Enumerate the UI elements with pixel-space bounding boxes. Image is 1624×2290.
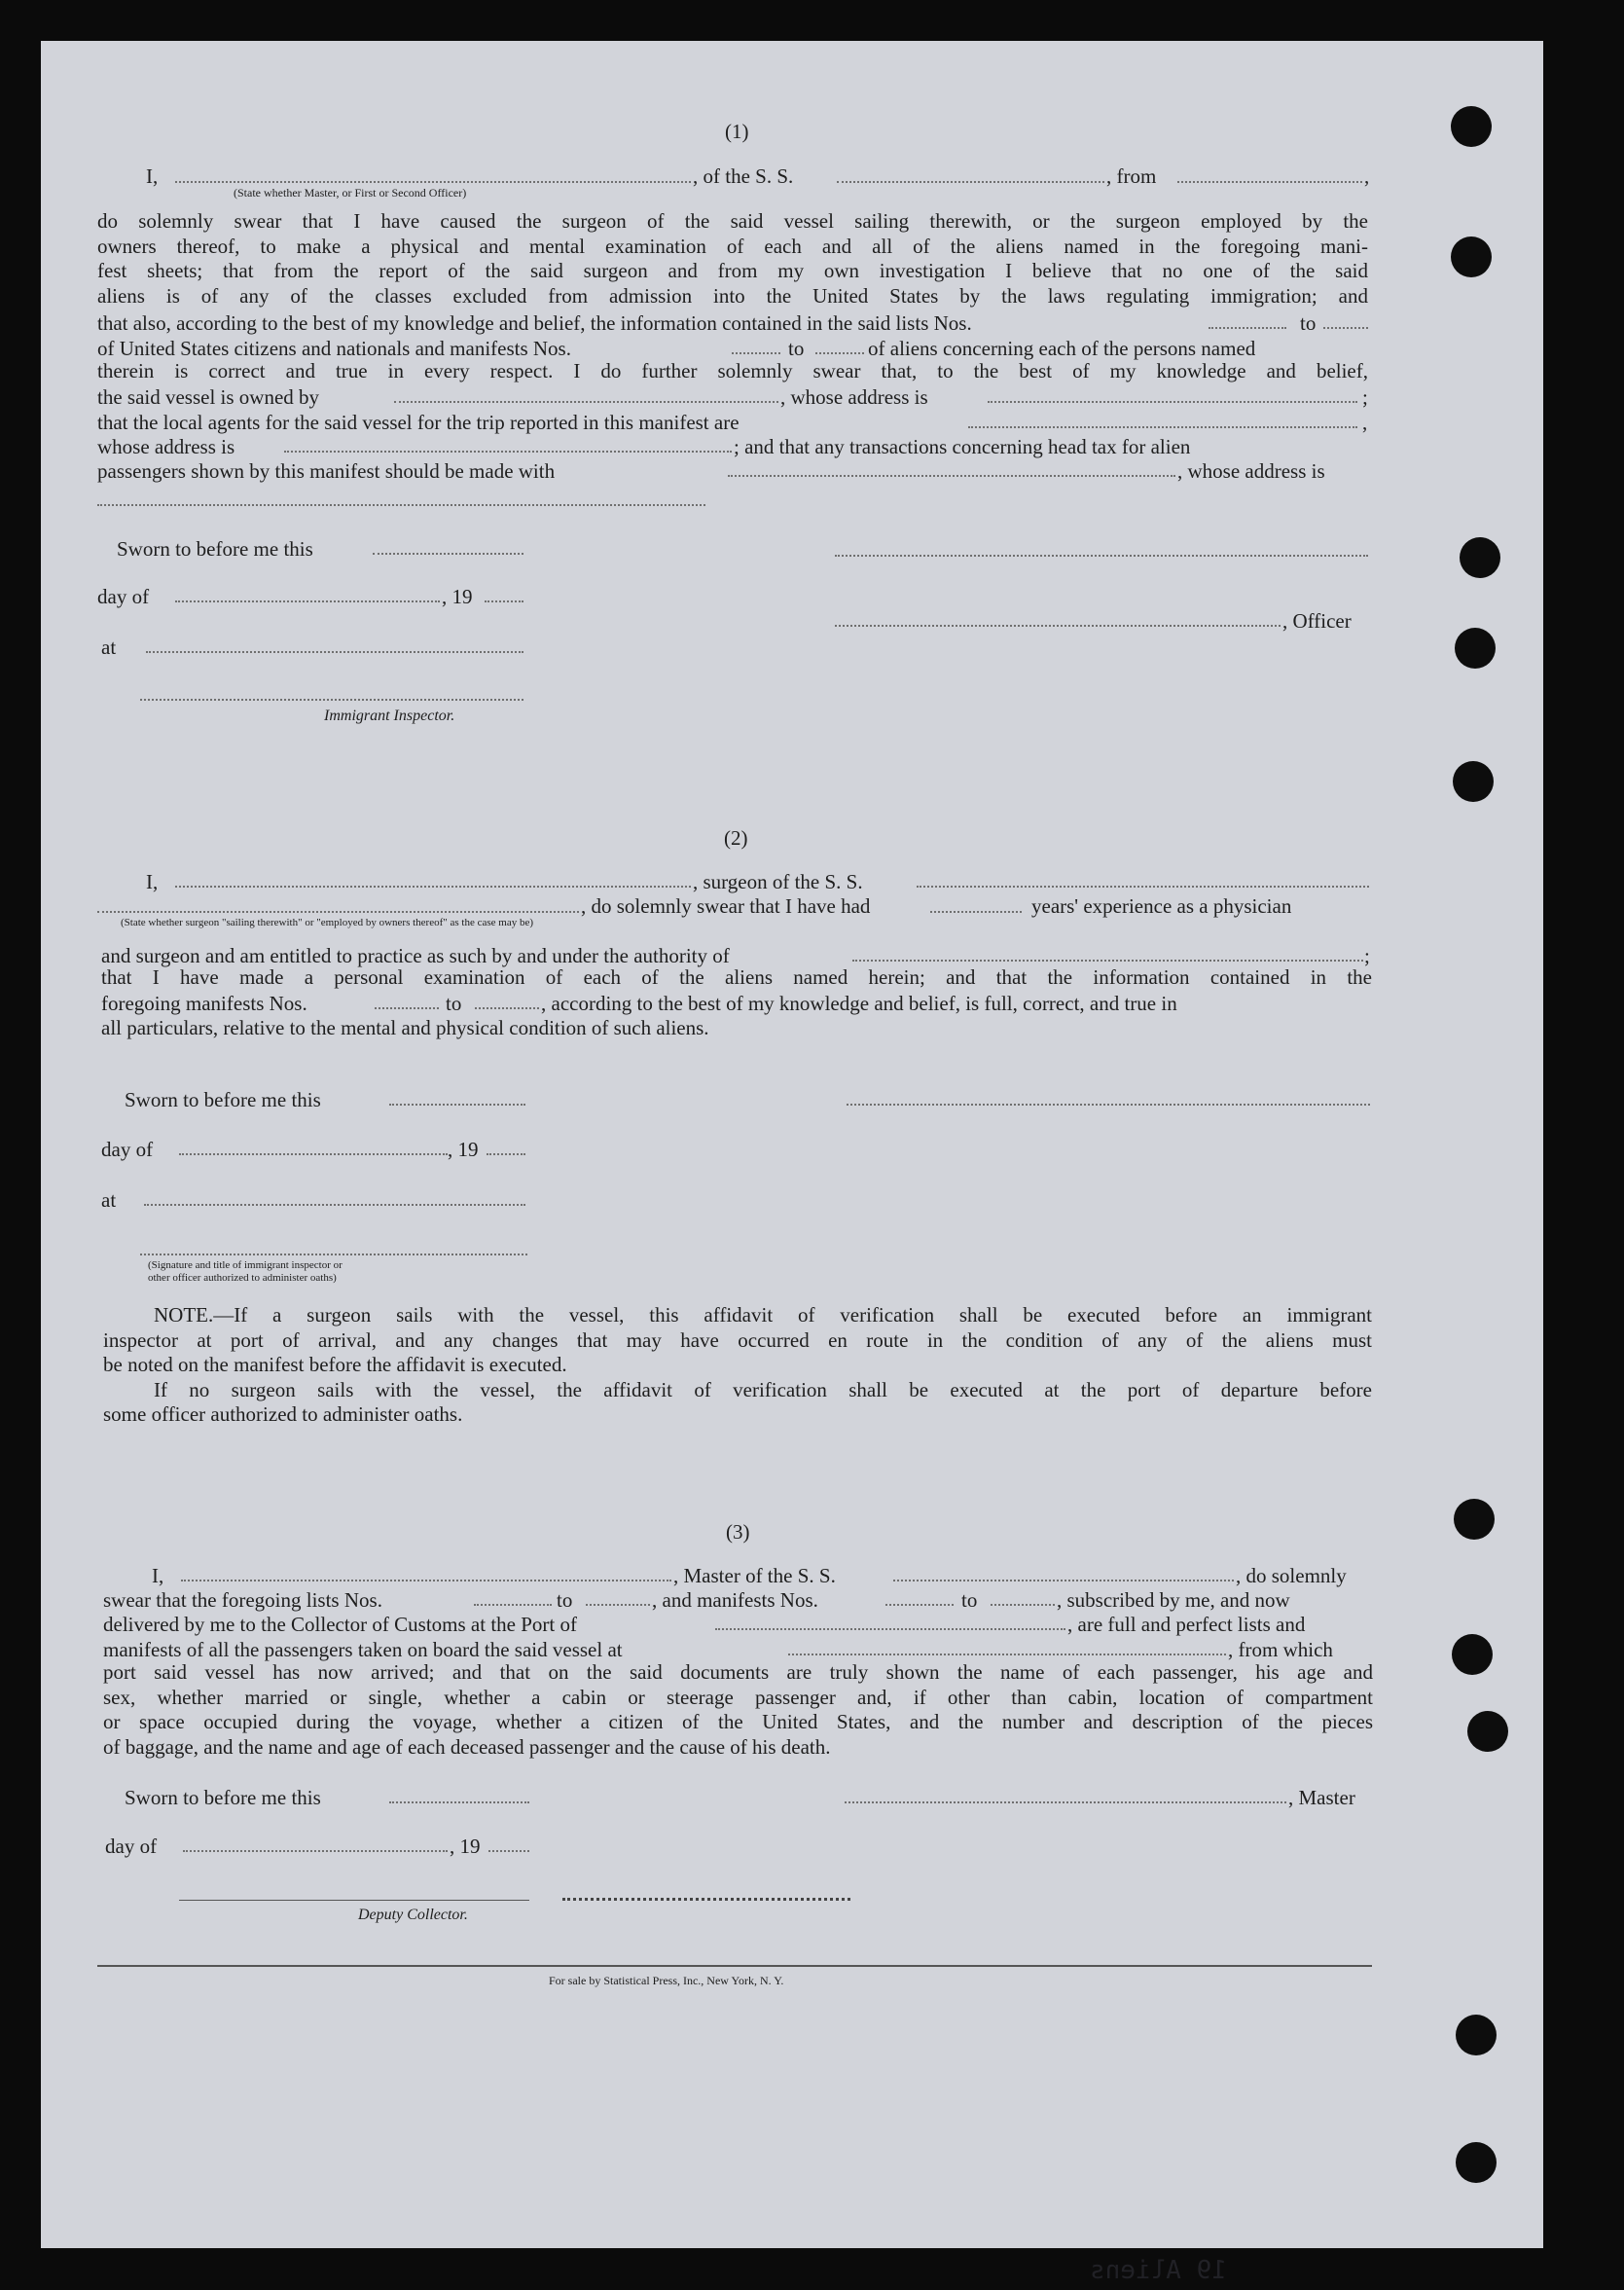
s2-i-label: I,	[146, 870, 159, 893]
s3-manifests-to-label: to	[961, 1588, 978, 1612]
s3-deputy-label: Deputy Collector.	[358, 1907, 468, 1923]
s2-year-label: , 19	[448, 1138, 479, 1161]
s3-day-field[interactable]	[183, 1850, 448, 1852]
s1-i-label: I,	[146, 164, 159, 188]
s2-manifests-text-b: , according to the best of my knowledge and belief, is full, correct, and true in	[541, 992, 1177, 1015]
punch-hole	[1453, 761, 1494, 802]
s1-officer-name-field[interactable]	[175, 181, 691, 183]
s3-day-of-label: day of	[105, 1835, 158, 1858]
s2-manifests-from-field[interactable]	[375, 1007, 439, 1009]
section3-heading: (3)	[726, 1520, 750, 1544]
s1-day-field[interactable]	[175, 600, 440, 602]
footer-imprint: For sale by Statistical Press, Inc., New York, N. Y.	[549, 1974, 784, 1987]
s2-at-field[interactable]	[144, 1204, 525, 1206]
section2-heading: (2)	[724, 826, 748, 850]
s1-owned-end: ;	[1362, 385, 1368, 409]
punch-hole	[1455, 628, 1496, 669]
s1-headtax-address-field[interactable]	[97, 504, 705, 506]
s3-solemnly-label: , do solemnly	[1236, 1564, 1347, 1587]
s2-manifests-to-label: to	[446, 992, 462, 1015]
punch-hole	[1467, 1711, 1508, 1752]
s3-year-field[interactable]	[488, 1850, 529, 1852]
s1-citizens-to-label: to	[788, 337, 805, 360]
s3-manifests-label: , and manifests Nos.	[652, 1588, 818, 1612]
s3-master-signature-field[interactable]	[845, 1801, 1286, 1803]
s1-owner-address-field[interactable]	[988, 401, 1357, 403]
s2-particulars-text: all particulars, relative to the mental and physical condition of such aliens.	[101, 1016, 709, 1039]
s3-sworn-label: Sworn to before me this	[125, 1786, 321, 1809]
s2-swear-text: , do solemnly swear that I have had	[581, 894, 871, 918]
s1-agents-address-field[interactable]	[284, 451, 732, 453]
s3-i-label: I,	[152, 1564, 164, 1587]
s3-manifests-to-field[interactable]	[991, 1604, 1055, 1606]
s1-at-field[interactable]	[146, 651, 523, 653]
s3-lists-from-field[interactable]	[474, 1604, 552, 1606]
s2-exam-line	[101, 965, 1372, 991]
s3-vessel-field[interactable]	[893, 1580, 1234, 1581]
s1-body-line: aliens is of any of the classes excluded from admission into the United States by the laws regulating immigration; and	[97, 283, 1368, 308]
s2-authority-end: ;	[1364, 944, 1370, 967]
s1-body-line: owners thereof, to make a physical and mental examination of each and all of the aliens named in the foregoing mani-	[97, 234, 1368, 258]
punch-hole	[1456, 2015, 1497, 2055]
s1-passengers-text: passengers shown by this manifest should be made with	[97, 459, 556, 483]
s3-body-line: port said vessel has now arrived; and that on the said documents are truly shown the name of each passenger, his age and	[103, 1660, 1373, 1684]
s1-vessel-field[interactable]	[837, 181, 1104, 183]
s1-from-label: , from	[1106, 164, 1157, 188]
s2-inspector-signature-field[interactable]	[140, 1254, 527, 1255]
s1-headtax-text: ; and that any transactions concerning head tax for alien	[734, 435, 1191, 458]
s3-subscribed-text: , subscribed by me, and now	[1057, 1588, 1290, 1612]
s2-authority-field[interactable]	[852, 960, 1363, 962]
punch-hole	[1451, 236, 1492, 277]
s2-note-line: inspector at port of arrival, and any changes that may have occurred en route in the condition of any of the aliens must	[103, 1327, 1372, 1352]
s1-body-line: fest sheets; that from the report of the said surgeon and from my own investigation I believe that no one of the said	[97, 259, 1368, 282]
s3-deputy-signature-field[interactable]	[179, 1900, 529, 1901]
punch-hole	[1456, 2142, 1497, 2183]
s2-note-line: NOTE.—If a surgeon sails with the vessel, this affidavit of verification shall be executed before an immigrant	[154, 1303, 1372, 1327]
s2-exam-text: that I have made a personal examination of each of the aliens named herein; and that the information contained in the	[101, 965, 1372, 989]
punch-hole	[1451, 106, 1492, 147]
s1-inspector-label: Immigrant Inspector.	[324, 708, 455, 724]
s1-agents-text: that the local agents for the said vessel for the trip reported in this manifest are	[97, 411, 740, 434]
s1-lists-to-label: to	[1300, 311, 1317, 335]
s1-lists-from-field[interactable]	[1209, 327, 1286, 329]
s3-boarded-at-field[interactable]	[788, 1654, 1226, 1655]
s3-lists-to-label: to	[557, 1588, 573, 1612]
s1-agents-end: ,	[1362, 411, 1368, 434]
s1-sworn-label: Sworn to before me this	[117, 537, 313, 561]
section1-heading: (1)	[725, 120, 749, 143]
s1-whose-text: whose address is	[97, 435, 235, 458]
s3-board-text: manifests of all the passengers taken on board the said vessel at	[103, 1638, 623, 1661]
s2-surgeon-type-field[interactable]	[97, 911, 579, 913]
s1-year-label: , 19	[442, 585, 473, 608]
s3-year-label: , 19	[450, 1835, 481, 1858]
s1-lists-nos-text: that also, according to the best of my knowledge and belief, the information contained in the said lists Nos.	[97, 311, 972, 335]
s3-from-which-text: , from which	[1228, 1638, 1333, 1661]
s3-lists-to-field[interactable]	[586, 1604, 650, 1606]
s2-sworn-field[interactable]	[389, 1104, 525, 1106]
punch-hole	[1452, 1634, 1493, 1675]
s1-year-field[interactable]	[485, 600, 523, 602]
s1-citizens-to-field[interactable]	[815, 352, 864, 354]
s2-manifests-to-field[interactable]	[475, 1007, 539, 1009]
s2-note-line: be noted on the manifest before the affidavit is executed.	[103, 1353, 567, 1376]
punch-hole	[1460, 537, 1500, 578]
bleed-through-text: 19 Aliens	[1090, 2256, 1227, 2285]
s2-sworn-label: Sworn to before me this	[125, 1088, 321, 1111]
s2-at-label: at	[101, 1188, 117, 1212]
punch-hole	[1454, 1499, 1495, 1540]
s3-body	[103, 1660, 1373, 1760]
s2-surgeon-name-field[interactable]	[175, 886, 691, 888]
s3-perfect-text: , are full and perfect lists and	[1067, 1613, 1306, 1636]
s1-correct-text: therein is correct and true in every respect. I do further solemnly swear that, to the best of my knowledge and belief,	[97, 359, 1368, 382]
s3-body-line: of baggage, and the name and age of each deceased passenger and the cause of his death.	[103, 1734, 831, 1759]
s1-owned-text: the said vessel is owned by	[97, 385, 320, 409]
s2-note	[103, 1303, 1372, 1428]
s2-authority-text: and surgeon and am entitled to practice as such by and under the authority of	[101, 944, 730, 967]
s2-surgeon-signature-field[interactable]	[847, 1104, 1370, 1106]
s2-caption: (State whether surgeon "sailing therewith" or "employed by owners thereof" as the case may be)	[121, 917, 534, 928]
s1-headtax-party-field[interactable]	[728, 475, 1175, 477]
s3-body-line: or space occupied during the voyage, whether a citizen of the United States, and the number and description of the pieces	[103, 1710, 1373, 1733]
s2-note2-line: some officer authorized to administer oaths.	[103, 1402, 463, 1426]
s1-at-label: at	[101, 636, 117, 659]
s1-owned-address-label: , whose address is	[780, 385, 928, 409]
s1-from-field[interactable]	[1177, 181, 1362, 183]
s2-years-text: years' experience as a physician	[1031, 894, 1292, 918]
s1-officer-label: , Officer	[1282, 609, 1352, 633]
s1-citizens-text-b: of aliens concerning each of the persons named	[868, 337, 1256, 360]
s1-agents-field[interactable]	[968, 426, 1357, 428]
s3-master-sig-label: , Master	[1288, 1786, 1355, 1809]
s1-of-ss-label: , of the S. S.	[693, 164, 794, 188]
s1-officer-signature-field[interactable]	[835, 555, 1368, 557]
footer-rule	[97, 1965, 1372, 1967]
s1-end-comma: ,	[1364, 164, 1370, 188]
s1-officer-caption: (State whether Master, or First or Second Officer)	[234, 186, 467, 200]
s2-year-field[interactable]	[487, 1153, 525, 1155]
s2-note2-line: If no surgeon sails with the vessel, the affidavit of verification shall be executed at the port of departure before	[154, 1377, 1372, 1401]
s2-sig-caption-2: other officer authorized to administer oaths)	[148, 1272, 337, 1284]
s1-owner-field[interactable]	[394, 401, 778, 403]
s2-years-field[interactable]	[930, 911, 1022, 913]
s2-vessel-field[interactable]	[917, 886, 1369, 888]
s1-body-line: do solemnly swear that I have caused the surgeon of the said vessel sailing therewith, or the surgeon employed by the	[97, 209, 1368, 233]
s3-lists-text: swear that the foregoing lists Nos.	[103, 1588, 382, 1612]
s3-body-line: sex, whether married or single, whether a cabin or steerage passenger and, if other than cabin, location of compartment	[103, 1685, 1373, 1709]
s1-officer-title-field[interactable]	[835, 625, 1281, 627]
s3-port-field[interactable]	[715, 1628, 1065, 1630]
s1-lists-to-field[interactable]	[1323, 327, 1368, 329]
s2-day-field[interactable]	[179, 1153, 448, 1155]
s3-manifests-from-field[interactable]	[885, 1604, 954, 1606]
s3-master-label: , Master of the S. S.	[673, 1564, 836, 1587]
s2-sig-caption-1: (Signature and title of immigrant inspector or	[148, 1259, 343, 1271]
s1-citizens-from-field[interactable]	[732, 352, 780, 354]
s1-correct-line	[97, 359, 1368, 384]
s2-day-of-label: day of	[101, 1138, 154, 1161]
s2-surgeon-of-label: , surgeon of the S. S.	[693, 870, 863, 893]
s2-manifests-text: foregoing manifests Nos.	[101, 992, 307, 1015]
s3-dotted-line	[562, 1898, 850, 1901]
s3-master-name-field[interactable]	[181, 1580, 671, 1581]
s1-day-of-label: day of	[97, 585, 150, 608]
s1-sworn-field[interactable]	[373, 553, 523, 555]
s1-body	[97, 209, 1368, 309]
s1-passengers-address-label: , whose address is	[1177, 459, 1325, 483]
s3-delivered-text: delivered by me to the Collector of Customs at the Port of	[103, 1613, 577, 1636]
s1-citizens-text: of United States citizens and nationals and manifests Nos.	[97, 337, 571, 360]
s1-inspector-signature-field[interactable]	[140, 699, 523, 701]
s3-sworn-field[interactable]	[389, 1801, 529, 1803]
